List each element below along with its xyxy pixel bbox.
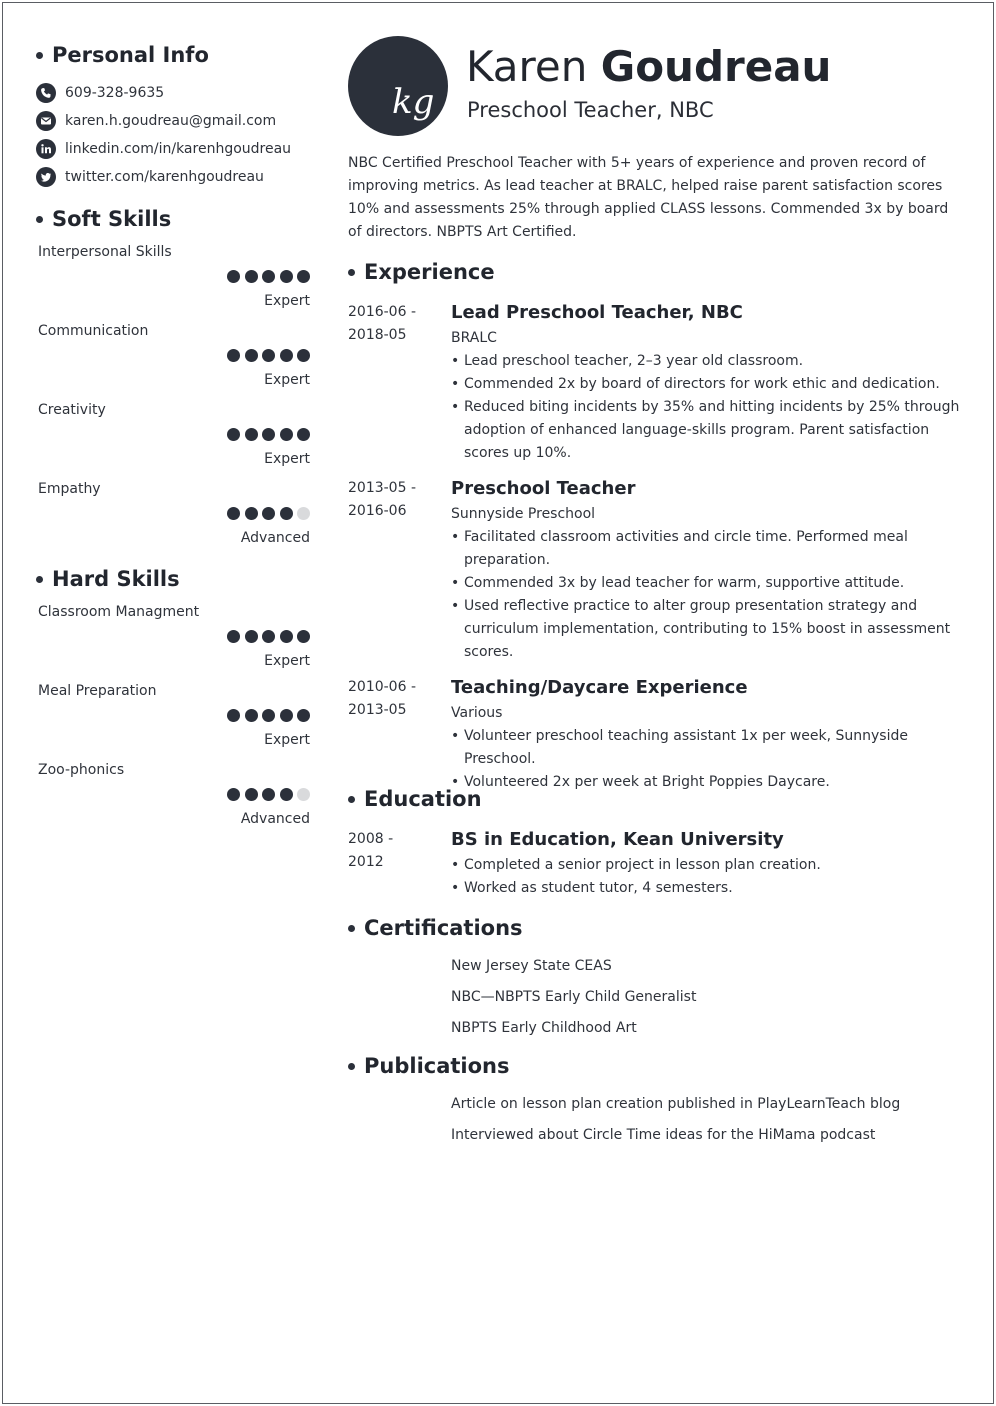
personal-info-title: Personal Info — [52, 43, 209, 67]
personal-info-heading — [36, 40, 310, 70]
entry-organization: Sunnyside Preschool — [451, 506, 596, 522]
rating-dot-empty — [297, 788, 310, 801]
entry-bullet: • Commended 2x by board of directors for work ethic and dedication. — [451, 373, 960, 396]
rating-dot-filled — [297, 428, 310, 441]
entry-end-date: 2016-06 — [348, 503, 407, 519]
certification-item: NBPTS Early Childhood Art — [451, 1020, 637, 1036]
rating-dot-filled — [262, 270, 275, 283]
email-text[interactable]: karen.h.goudreau@gmail.com — [65, 113, 277, 129]
skill-row — [36, 683, 310, 762]
skill-row — [36, 244, 310, 323]
rating-dot-filled — [297, 349, 310, 362]
skill-rating — [223, 788, 311, 801]
soft-skills-heading — [36, 204, 310, 234]
phone-icon — [36, 83, 56, 103]
rating-dot-filled — [280, 507, 293, 520]
entry-dates — [348, 676, 438, 722]
skill-name: Classroom Managment — [38, 604, 200, 620]
rating-dot-filled — [280, 270, 293, 283]
skill-row — [36, 762, 310, 841]
entry-bullet: • Completed a senior project in lesson plan creation. — [451, 854, 960, 877]
contact-linkedin — [36, 135, 310, 163]
entry-end-date: 2013-05 — [348, 702, 407, 718]
profile-summary: NBC Certified Preschool Teacher with 5+ years of experience and proven record of improving metrics. As lead teacher at BRALC, helped raise parent satisfaction scores 10% and assessments 25% through applied CLASS lessons. Commended 3x by board of directors. NBPTS Art Certified. — [348, 155, 949, 240]
rating-dot-filled — [262, 349, 275, 362]
skill-name: Interpersonal Skills — [38, 244, 172, 260]
skill-rating — [223, 428, 311, 441]
entry-bullets — [451, 350, 960, 465]
entry-organization: Various — [451, 705, 503, 721]
rating-dot-filled — [245, 428, 258, 441]
entry-dates — [348, 301, 438, 347]
rating-dot-filled — [280, 630, 293, 643]
publications-heading — [348, 1051, 510, 1081]
monogram-avatar — [348, 36, 448, 136]
rating-dot-filled — [262, 428, 275, 441]
contact-list — [36, 79, 310, 191]
entry-dates — [348, 477, 438, 523]
entry-organization: BRALC — [451, 330, 497, 346]
certifications-list — [451, 956, 960, 1049]
contact-email — [36, 107, 310, 135]
entry-bullets — [451, 854, 960, 900]
publication-item: Article on lesson plan creation published in PlayLearnTeach blog — [451, 1096, 901, 1112]
heading-bullet — [348, 796, 355, 803]
certifications-heading — [348, 913, 523, 943]
certification-item: NBC—NBPTS Early Child Generalist — [451, 989, 697, 1005]
rating-dot-filled — [297, 270, 310, 283]
entry-bullet: • Volunteered 2x per week at Bright Poppies Daycare. — [451, 771, 960, 794]
skill-level: Advanced — [240, 811, 310, 827]
skill-rating — [223, 270, 311, 283]
publication-item: Interviewed about Circle Time ideas for the HiMama podcast — [451, 1127, 876, 1143]
skill-rating — [223, 349, 311, 362]
heading-bullet — [348, 1063, 355, 1070]
skill-level: Expert — [264, 732, 310, 748]
linkedin-text[interactable]: linkedin.com/in/karenhgoudreau — [65, 141, 292, 157]
twitter-icon — [36, 167, 56, 187]
heading-bullet — [36, 216, 43, 223]
hard-skills-heading — [36, 564, 310, 594]
rating-dot-filled — [245, 349, 258, 362]
email-icon — [36, 111, 56, 131]
rating-dot-filled — [245, 788, 258, 801]
entry-bullet: • Lead preschool teacher, 2–3 year old classroom. — [451, 350, 960, 373]
skill-row — [36, 323, 310, 402]
entry-start-date: 2016-06 - — [348, 304, 416, 320]
entry-bullet: • Worked as student tutor, 4 semesters. — [451, 877, 960, 900]
rating-dot-filled — [280, 349, 293, 362]
contact-phone — [36, 79, 310, 107]
rating-dot-filled — [280, 709, 293, 722]
entry-end-date: 2018-05 — [348, 327, 407, 343]
rating-dot-filled — [245, 630, 258, 643]
entry-start-date: 2010-06 - — [348, 679, 416, 695]
rating-dot-filled — [280, 788, 293, 801]
entry-body — [451, 676, 960, 794]
rating-dot-filled — [227, 349, 240, 362]
certifications-title: Certifications — [364, 916, 523, 940]
entry-start-date: 2013-05 - — [348, 480, 416, 496]
skill-level: Expert — [264, 293, 310, 309]
rating-dot-filled — [227, 270, 240, 283]
education-heading — [348, 784, 482, 814]
entry-end-date: 2012 — [348, 854, 384, 870]
soft-skills-title: Soft Skills — [52, 207, 172, 231]
job-headline: Preschool Teacher, NBC — [467, 98, 714, 122]
entry-bullet: • Reduced biting incidents by 35% and hitting incidents by 25% through adoption of enhanced language-skills program. Parent satisfaction scores up 10%. — [451, 396, 960, 465]
entry-bullet: • Commended 3x by lead teacher for warm, supportive attitude. — [451, 572, 960, 595]
experience-heading — [348, 257, 495, 287]
rating-dot-filled — [227, 709, 240, 722]
monogram-initials: kg — [392, 82, 435, 122]
rating-dot-filled — [227, 507, 240, 520]
last-name: Goudreau — [600, 42, 832, 91]
certification-item: New Jersey State CEAS — [451, 958, 612, 974]
skill-name: Zoo-phonics — [38, 762, 125, 778]
entry-body — [451, 301, 960, 465]
left-column — [36, 40, 310, 841]
skill-name: Meal Preparation — [38, 683, 157, 699]
skill-level: Advanced — [240, 530, 310, 546]
heading-bullet — [348, 925, 355, 932]
skill-name: Empathy — [38, 481, 101, 497]
rating-dot-filled — [262, 788, 275, 801]
entry-bullet: • Facilitated classroom activities and circle time. Performed meal preparation. — [451, 526, 960, 572]
rating-dot-filled — [262, 507, 275, 520]
education-title: Education — [364, 787, 482, 811]
rating-dot-filled — [297, 630, 310, 643]
rating-dot-filled — [262, 709, 275, 722]
skill-level: Expert — [264, 451, 310, 467]
rating-dot-filled — [245, 507, 258, 520]
hard-skills-list — [36, 604, 310, 841]
entry-role: Lead Preschool Teacher, NBC — [451, 302, 743, 323]
skill-row — [36, 402, 310, 481]
entry-start-date: 2008 - — [348, 831, 394, 847]
heading-bullet — [348, 269, 355, 276]
rating-dot-filled — [280, 428, 293, 441]
skill-rating — [223, 709, 311, 722]
contact-twitter — [36, 163, 310, 191]
entry-role: Teaching/Daycare Experience — [451, 677, 748, 698]
rating-dot-filled — [227, 788, 240, 801]
heading-bullet — [36, 52, 43, 59]
rating-dot-filled — [245, 709, 258, 722]
rating-dot-filled — [245, 270, 258, 283]
full-name — [466, 42, 831, 91]
entry-bullets — [451, 526, 960, 664]
entry-dates — [348, 828, 438, 874]
heading-bullet — [36, 576, 43, 583]
twitter-text[interactable]: twitter.com/karenhgoudreau — [65, 169, 264, 185]
entry-body — [451, 477, 960, 664]
rating-dot-filled — [227, 630, 240, 643]
publications-title: Publications — [364, 1054, 510, 1078]
entry-bullet: • Volunteer preschool teaching assistant 1x per week, Sunnyside Preschool. — [451, 725, 960, 771]
entry-bullet: • Used reflective practice to alter group presentation strategy and curriculum implementation, contributing to 15% boost in assessment scores. — [451, 595, 960, 664]
skill-name: Creativity — [38, 402, 106, 418]
publications-list — [451, 1094, 960, 1156]
entry-body — [451, 828, 960, 900]
first-name: Karen — [466, 42, 588, 91]
rating-dot-filled — [262, 630, 275, 643]
skill-rating — [223, 630, 311, 643]
skill-row — [36, 481, 310, 560]
hard-skills-title: Hard Skills — [52, 567, 180, 591]
skill-name: Communication — [38, 323, 149, 339]
rating-dot-filled — [227, 428, 240, 441]
experience-title: Experience — [364, 260, 495, 284]
skill-row — [36, 604, 310, 683]
rating-dot-empty — [297, 507, 310, 520]
entry-degree: BS in Education, Kean University — [451, 829, 784, 850]
skill-rating — [223, 507, 311, 520]
skill-level: Expert — [264, 653, 310, 669]
linkedin-icon — [36, 139, 56, 159]
rating-dot-filled — [297, 709, 310, 722]
entry-role: Preschool Teacher — [451, 478, 636, 499]
entry-bullets — [451, 725, 960, 794]
skill-level: Expert — [264, 372, 310, 388]
phone-text[interactable]: 609-328-9635 — [65, 85, 165, 101]
soft-skills-list — [36, 244, 310, 560]
